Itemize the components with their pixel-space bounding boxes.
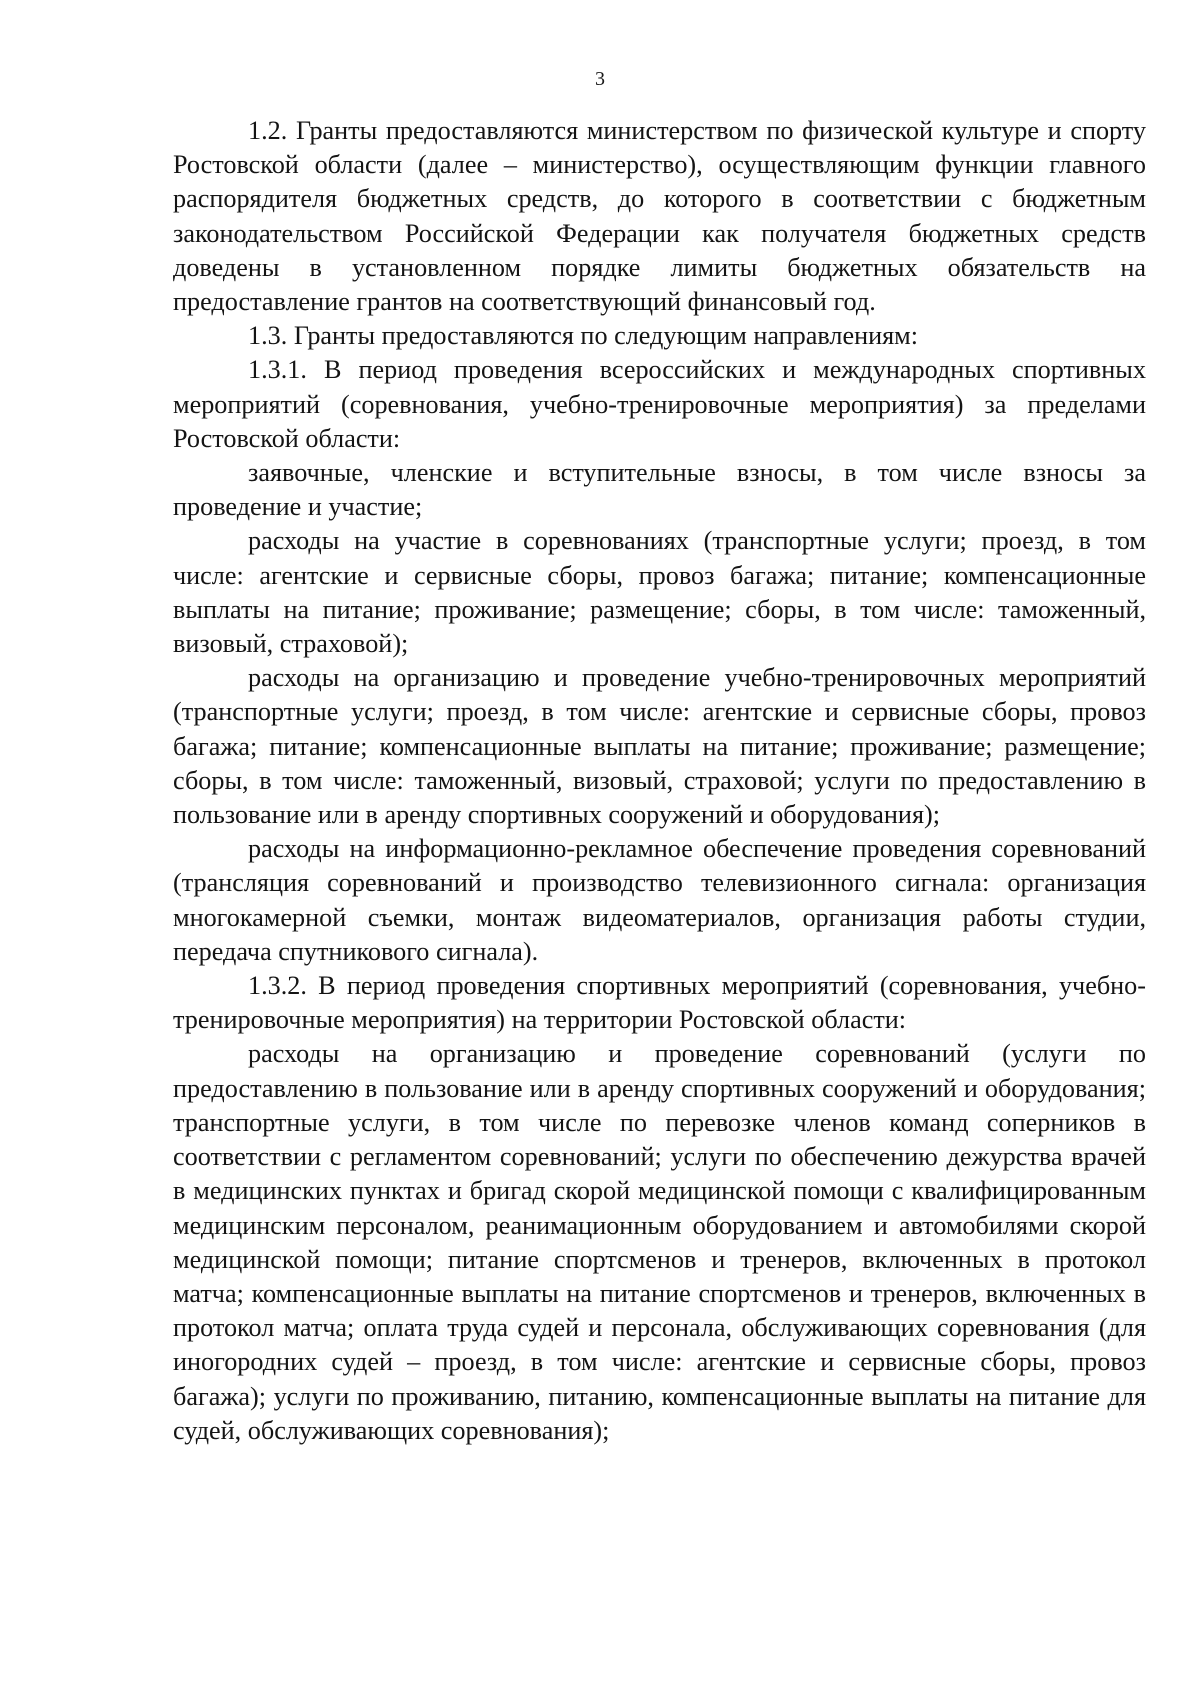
paragraph-1-2: 1.2. Гранты предоставляются министерством по физической культуре и спорту Ростовской области (далее – министерство), осуществляющим функции главного распорядителя бюджетных средств, до которого в соответствии с бюджетным законодательством Российской Федерации как получателя бюджетных средств доведены в установленном порядке лимиты бюджетных обязательств на предоставление грантов на соответствующий финансовый год. bbox=[173, 116, 1146, 317]
paragraph-fees: заявочные, членские и вступительные взносы, в том числе взносы за проведение и участие; bbox=[173, 458, 1146, 522]
paragraph-competition-expenses: расходы на участие в соревнованиях (транспортные услуги; проезд, в том числе: агентские и сервисные сборы, провоз багажа; питание; компенсационные выплаты на питание; проживание; размещение; сборы, в том числе: таможенный, визовый, страховой); bbox=[173, 526, 1146, 659]
page-number: 3 bbox=[595, 68, 605, 90]
paragraph-1-3: 1.3. Гранты предоставляются по следующим направлениям: bbox=[248, 321, 918, 351]
paragraph-media-expenses: расходы на информационно-рекламное обеспечение проведения соревнований (трансляция соревнований и производство телевизионного сигнала: организация многокамерной съемки, монтаж видеоматериалов, организация работы студии, передача спутникового сигнала). bbox=[173, 834, 1146, 966]
paragraph-1-3-1: 1.3.1. В период проведения всероссийских и международных спортивных мероприятий (соревнования, учебно-тренировочные мероприятия) за пределами Ростовской области: bbox=[173, 355, 1146, 453]
paragraph-training-expenses: расходы на организацию и проведение учебно-тренировочных мероприятий (транспортные услуги; проезд, в том числе: агентские и сервисные сборы, провоз багажа; питание; компенсационные выплаты на питание; проживание; размещение; сборы, в том числе: таможенный, визовый, страховой; услуги по предоставлению в пользование или в аренду спортивных сооружений и оборудования); bbox=[173, 663, 1146, 830]
paragraph-1-3-2: 1.3.2. В период проведения спортивных мероприятий (соревнования, учебно-тренировочные мероприятия) на территории Ростовской области: bbox=[173, 971, 1146, 1035]
document-body bbox=[173, 114, 1146, 1448]
paragraph-organization-expenses: расходы на организацию и проведение соревнований (услуги по предоставлению в пользование или в аренду спортивных сооружений и оборудования; транспортные услуги, в том числе по перевозке членов команд соперников в соответствии с регламентом соревнований; услуги по обеспечению дежурства врачей в медицинских пунктах и бригад скорой медицинской помощи с квалифицированным медицинским персоналом, реанимационным оборудованием и автомобилями скорой медицинской помощи; питание спортсменов и тренеров, включенных в протокол матча; компенсационные выплаты на питание спортсменов и тренеров, включенных в протокол матча; оплата труда судей и персонала, обслуживающих соревнования (для иногородних судей – проезд, в том числе: агентские и сервисные сборы, провоз багажа); услуги по проживанию, питанию, компенсационные выплаты на питание для судей, обслуживающих соревнования); bbox=[173, 1039, 1146, 1445]
